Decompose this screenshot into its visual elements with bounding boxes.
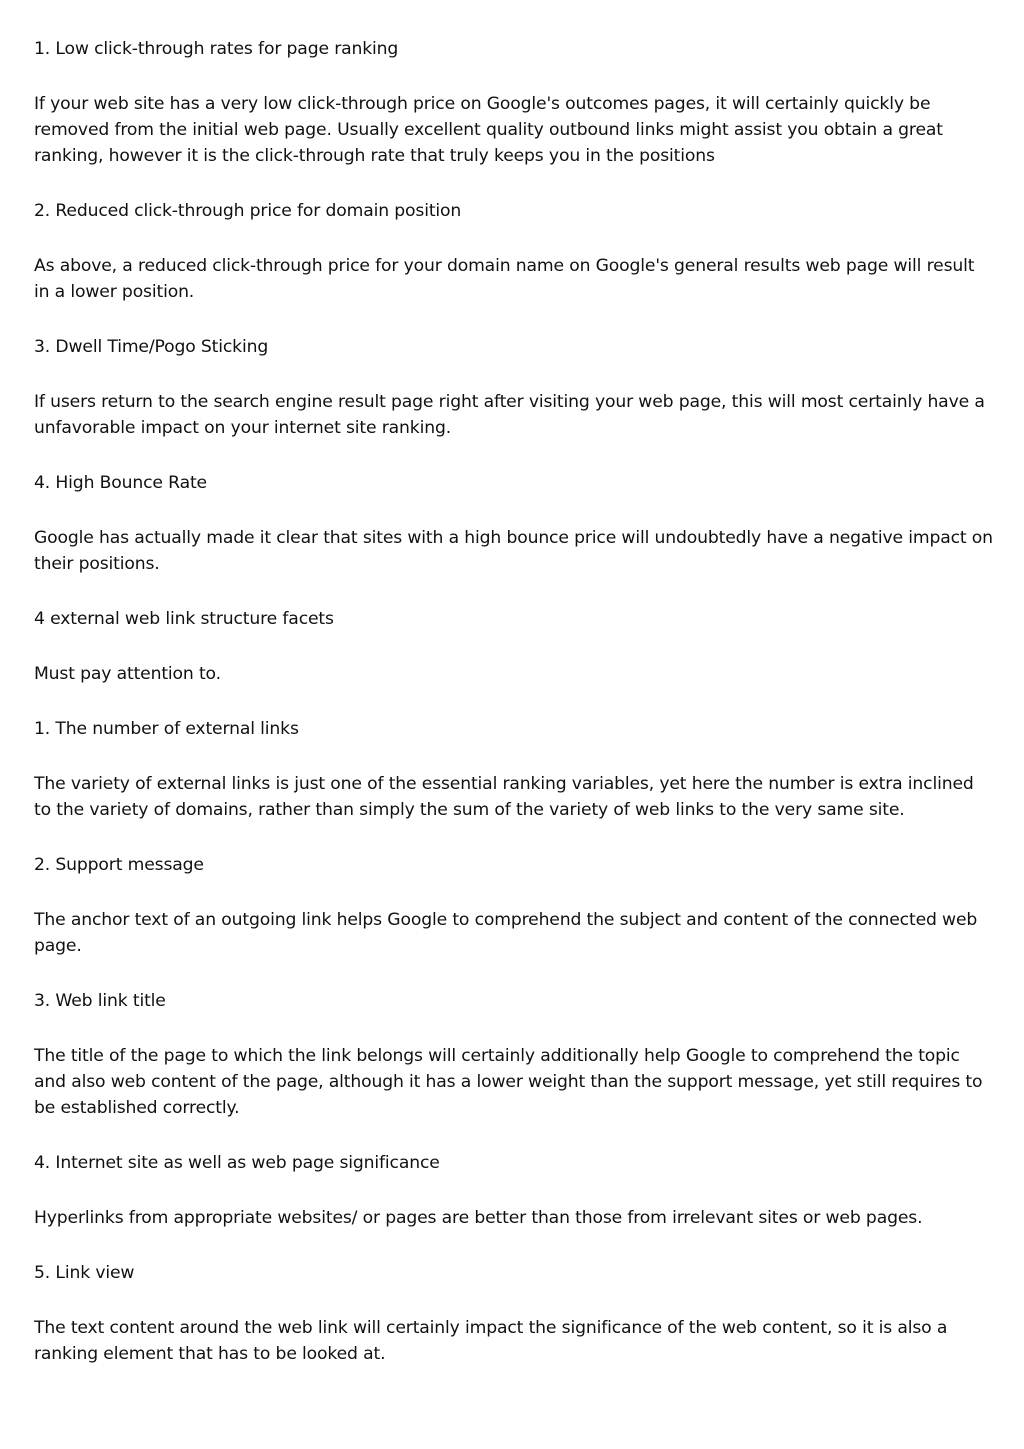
paragraph-reduced-ctr-domain: As above, a reduced click-through price for your domain name on Google's general results web page will result in a lower position.: [34, 256, 975, 302]
document-body: [34, 36, 994, 1396]
heading-number-external-links: 1. The number of external links: [34, 719, 299, 739]
paragraph-web-link-title: The title of the page to which the link belongs will certainly additionally help Google to comprehend the topic and also web content of the page, although it has a lower weight than the support message, yet still requires to be established correctly.: [34, 1046, 983, 1118]
heading-external-link-facets: 4 external web link structure facets: [34, 609, 334, 629]
paragraph-dwell-time: If users return to the search engine result page right after visiting your web page, this will most certainly have a unfavorable impact on your internet site ranking.: [34, 392, 985, 438]
heading-support-message: 2. Support message: [34, 855, 204, 875]
heading-site-significance: 4. Internet site as well as web page significance: [34, 1153, 440, 1173]
heading-high-bounce-rate: 4. High Bounce Rate: [34, 473, 207, 493]
heading-link-view: 5. Link view: [34, 1263, 135, 1283]
paragraph-link-view: The text content around the web link will certainly impact the significance of the web content, so it is also a ranking element that has to be looked at.: [34, 1318, 948, 1364]
heading-low-ctr-page-ranking: 1. Low click-through rates for page ranking: [34, 39, 399, 59]
heading-reduced-ctr-domain: 2. Reduced click-through price for domain position: [34, 201, 462, 221]
heading-web-link-title: 3. Web link title: [34, 991, 166, 1011]
paragraph-low-ctr-page-ranking: If your web site has a very low click-through price on Google's outcomes pages, it will certainly quickly be removed from the initial web page. Usually excellent quality outbound links might assist you obtain a great ranking, however it is the click-through rate that truly keeps you in the positions: [34, 94, 943, 166]
paragraph-site-significance: Hyperlinks from appropriate websites/ or pages are better than those from irrelevant sites or web pages.: [34, 1208, 923, 1228]
heading-dwell-time: 3. Dwell Time/Pogo Sticking: [34, 337, 269, 357]
paragraph-number-external-links: The variety of external links is just one of the essential ranking variables, yet here the number is extra inclined to the variety of domains, rather than simply the sum of the variety of web links to the very same site.: [34, 774, 974, 820]
paragraph-support-message: The anchor text of an outgoing link helps Google to comprehend the subject and content of the connected web page.: [34, 910, 978, 956]
paragraph-pay-attention: Must pay attention to.: [34, 664, 221, 684]
paragraph-high-bounce-rate: Google has actually made it clear that sites with a high bounce price will undoubtedly have a negative impact on their positions.: [34, 528, 993, 574]
